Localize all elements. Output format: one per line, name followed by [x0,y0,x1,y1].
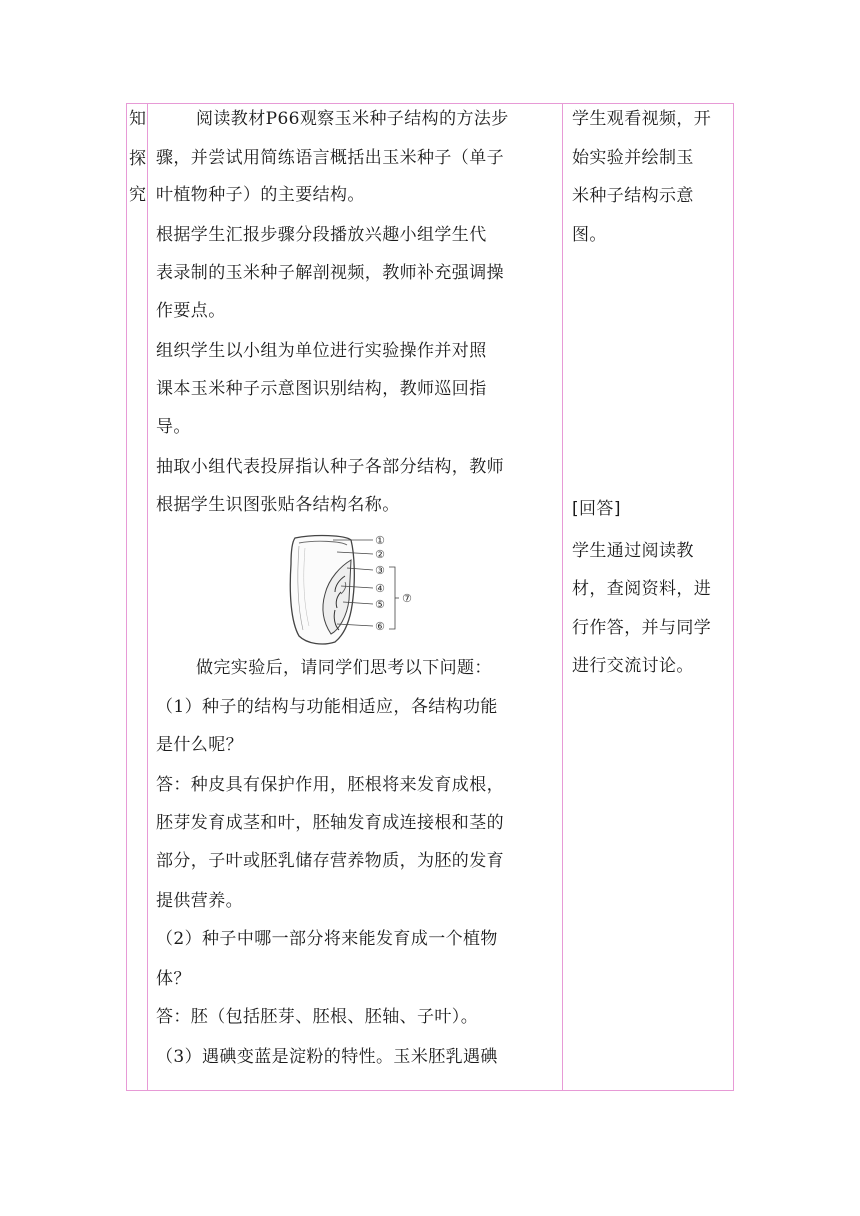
activity-line: 部分，子叶或胚乳储存营养物质，为胚的发育 [156,851,504,871]
activity-line: 表录制的玉米种子解剖视频，教师补充强调操 [156,263,504,283]
activity-line: 阅读教材P66观察玉米种子结构的方法步 [196,109,509,129]
activity-line: 骤，并尝试用简练语言概括出玉米种子（单子 [156,148,504,168]
student-line: 学生通过阅读教 [572,541,694,561]
column-divider [147,104,148,1090]
figure-label: ⑤ [375,598,385,611]
student-line: 材，查阅资料，进 [572,579,712,599]
activity-line: 根据学生识图张贴各结构名称。 [156,495,400,515]
figure-label: ③ [375,564,385,577]
stage-char: 究 [129,185,146,205]
figure-label: ⑦ [402,592,412,605]
activity-line: 根据学生汇报步骤分段播放兴趣小组学生代 [156,225,487,245]
figure-label: ⑥ [375,620,385,633]
student-line: 米种子结构示意 [572,186,694,206]
student-line: 始实验并绘制玉 [572,148,694,168]
activity-line: 胚芽发育成茎和叶，胚轴发育成连接根和茎的 [156,813,504,833]
figure-label: ② [375,548,385,561]
column-divider [562,104,563,1090]
stage-char: 探 [129,149,146,169]
activity-line: 是什么呢？ [156,735,243,755]
activity-line: 体？ [156,969,191,989]
student-line: 学生观看视频，开 [572,109,712,129]
activity-line: 作要点。 [156,301,226,321]
activity-line: 答：种皮具有保护作用，胚根将来发育成根， [156,775,504,795]
activity-line: 答：胚（包括胚芽、胚根、胚轴、子叶）。 [156,1007,479,1027]
activity-line: 提供营养。 [156,891,243,911]
activity-line: （2）种子中哪一部分将来能发育成一个植物 [156,929,498,949]
corn-seed-diagram [285,534,433,646]
activity-line: 组织学生以小组为单位进行实验操作并对照 [156,341,487,361]
student-line: 进行交流讨论。 [572,656,694,676]
figure-label: ① [375,534,385,547]
activity-line: 抽取小组代表投屏指认种子各部分结构，教师 [156,457,504,477]
activity-line: 叶植物种子）的主要结构。 [156,185,365,205]
activity-line: 导。 [156,417,191,437]
stage-char: 知 [129,109,146,129]
student-line: 行作答，并与同学 [572,618,712,638]
activity-line: （3）遇碘变蓝是淀粉的特性。玉米胚乳遇碘 [156,1047,498,1067]
figure-label: ④ [375,582,385,595]
activity-line: （1）种子的结构与功能相适应，各结构功能 [156,697,498,717]
activity-line: 做完实验后，请同学们思考以下问题： [196,658,492,678]
answer-heading: [回答] [572,499,621,519]
activity-line: 课本玉米种子示意图识别结构，教师巡回指 [156,379,487,399]
student-line: 图。 [572,225,607,245]
